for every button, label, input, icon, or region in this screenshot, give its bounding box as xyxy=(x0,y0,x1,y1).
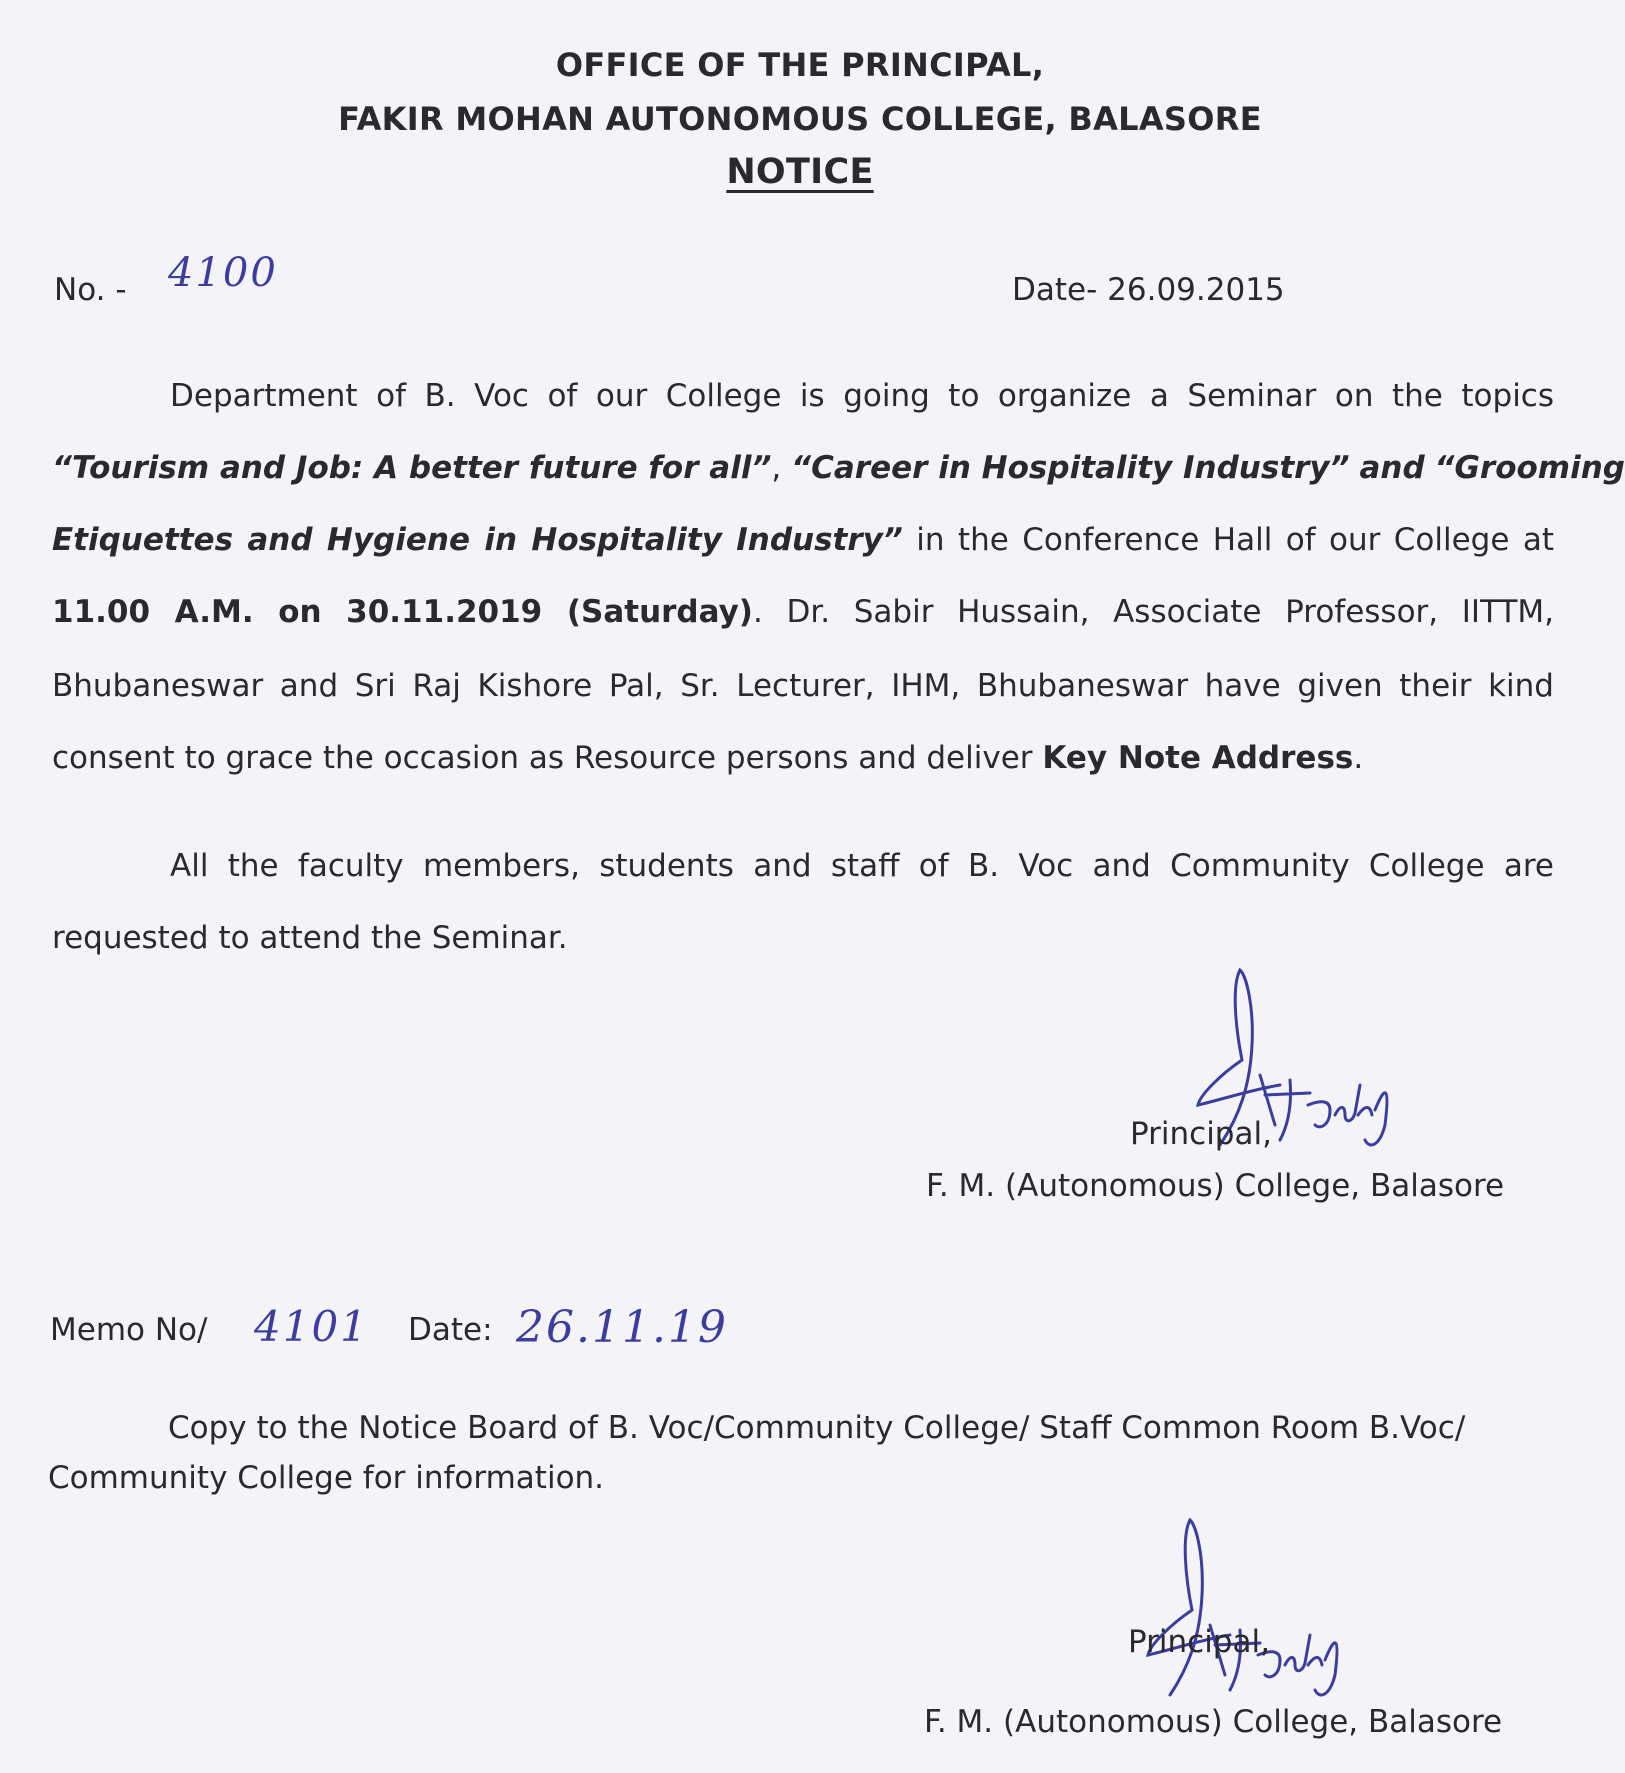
office-heading: OFFICE OF THE PRINCIPAL, xyxy=(555,46,1045,84)
date-value: 26.09.2015 xyxy=(1107,272,1285,308)
topic-3-start: “Grooming xyxy=(1434,450,1625,486)
para1-line3: Etiquettes and Hygiene in Hospitality Industry” in the Conference Hall of our College at xyxy=(52,522,1554,558)
topic-1: “Tourism and Job: A better future for all” xyxy=(52,450,772,486)
signatory-college-1: F. M. (Autonomous) College, Balasore xyxy=(926,1168,1505,1204)
notice-date xyxy=(1012,272,1285,308)
principal-signature xyxy=(1130,1515,1350,1715)
notice-number-handwritten: 4100 xyxy=(168,250,278,296)
notice-title: NOTICE xyxy=(726,152,874,192)
memo-date-label: Date: xyxy=(408,1312,493,1348)
para2-line2: requested to attend the Seminar. xyxy=(52,920,568,956)
memo-label: Memo No/ xyxy=(50,1312,208,1348)
notice-number-label: No. - xyxy=(54,272,127,308)
para1-line4: 11.00 A.M. on 30.11.2019 (Saturday). Dr. Sabir Hussain, Associate Professor, IITTM, xyxy=(52,594,1554,630)
memo-date-handwritten: 26.11.19 xyxy=(516,1302,728,1353)
topic-3-end: Etiquettes and Hygiene in Hospitality Industry” xyxy=(52,522,903,558)
key-note-address: Key Note Address xyxy=(1042,740,1354,776)
memo-number-handwritten: 4101 xyxy=(254,1302,369,1351)
signatory-college-2: F. M. (Autonomous) College, Balasore xyxy=(924,1704,1503,1740)
para1-line6: consent to grace the occasion as Resource persons and deliver Key Note Address. xyxy=(52,740,1364,776)
date-label: Date- xyxy=(1012,272,1098,308)
college-heading: FAKIR MOHAN AUTONOMOUS COLLEGE, BALASORE xyxy=(338,100,1262,138)
signatory-title-1: Principal, xyxy=(1130,1116,1272,1152)
seminar-time: 11.00 A.M. on 30.11.2019 (Saturday) xyxy=(52,594,753,630)
para1-line2: “Tourism and Job: A better future for all”, “Career in Hospitality Industry” and “Grooming xyxy=(52,450,1625,486)
para1-line5: Bhubaneswar and Sri Raj Kishore Pal, Sr. Lecturer, IHM, Bhubaneswar have given their kind xyxy=(52,668,1554,704)
signatory-title-2: Principal, xyxy=(1128,1624,1270,1660)
copy-line2: Community College for information. xyxy=(48,1460,605,1496)
para1-line1: Department of B. Voc of our College is going to organize a Seminar on the topics xyxy=(170,378,1554,414)
para2-line1: All the faculty members, students and staff of B. Voc and Community College are xyxy=(170,848,1554,884)
copy-line1: Copy to the Notice Board of B. Voc/Community College/ Staff Common Room B.Voc/ xyxy=(168,1410,1466,1446)
topic-2: “Career in Hospitality Industry” xyxy=(791,450,1350,486)
